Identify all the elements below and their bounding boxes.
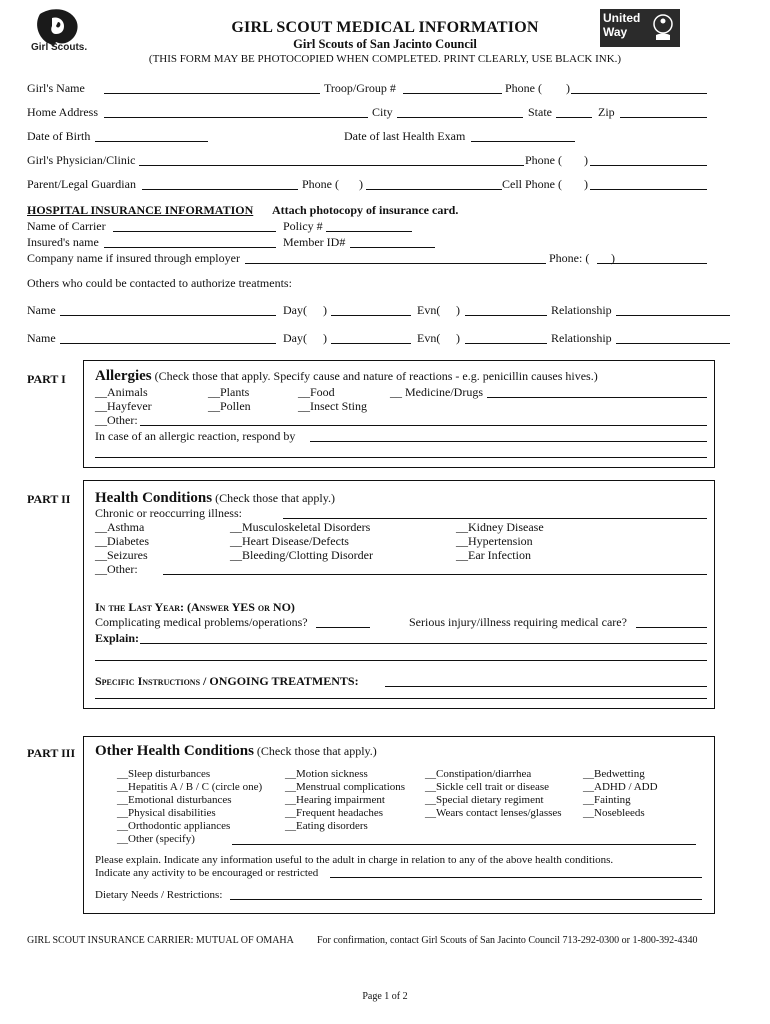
paren: ) (323, 331, 327, 345)
oh-item[interactable]: __Motion sickness (285, 768, 368, 780)
last-exam-label: Date of last Health Exam (344, 129, 466, 143)
contact1-day-label: Day( (283, 303, 307, 317)
contact2-name-label: Name (27, 331, 56, 345)
physician-field[interactable] (139, 165, 524, 166)
cond-kidney[interactable]: __Kidney Disease (456, 520, 544, 534)
oh-item[interactable]: __Physical disabilities (117, 807, 216, 819)
explain-field[interactable] (140, 643, 707, 644)
member-label: Member ID# (283, 235, 346, 249)
health-conditions-title: Health Conditions (95, 490, 213, 506)
contacts-intro: Others who could be contacted to authorize treatments: (27, 276, 292, 290)
paren: ) (323, 303, 327, 317)
contact2-evn-label: Evn( (417, 331, 441, 345)
please-explain-text: Please explain. Indicate any information useful to the adult in charge in relation to any of the above health conditions. (95, 854, 614, 866)
troop-label: Troop/Group # (324, 81, 396, 95)
oh-item[interactable]: __Bedwetting (583, 768, 645, 780)
last-year-heading: In the Last Year: (Answer YES or NO) (95, 600, 295, 614)
complicating-label: Complicating medical problems/operations? (95, 615, 308, 629)
oh-item[interactable]: __Orthodontic appliances (117, 820, 231, 832)
oh-item[interactable]: __Eating disorders (285, 820, 368, 832)
cell-phone-label: Cell Phone ( (502, 177, 562, 191)
part2-heading (95, 491, 335, 505)
insurance-carrier-footer: GIRL SCOUT INSURANCE CARRIER: MUTUAL OF OMAHA (27, 935, 294, 946)
allergy-other[interactable]: __Other: (95, 413, 138, 427)
dietary-label: Dietary Needs / Restrictions: (95, 889, 223, 901)
oh-item[interactable]: __Hearing impairment (285, 794, 385, 806)
form-title: GIRL SCOUT MEDICAL INFORMATION (231, 19, 539, 36)
oh-item[interactable]: __Constipation/diarrhea (425, 768, 532, 780)
specific-instructions-field[interactable] (385, 686, 707, 687)
contact1-evn-field[interactable] (465, 315, 547, 316)
oh-item[interactable]: __Menstrual complications (285, 781, 406, 793)
oh-item[interactable]: __Fainting (583, 794, 631, 806)
cond-heart[interactable]: __Heart Disease/Defects (230, 534, 349, 548)
part1-label: PART I (27, 372, 66, 386)
guardian-label: Parent/Legal Guardian (27, 177, 136, 191)
contact2-relationship-field[interactable] (616, 343, 730, 344)
allergy-respond-label: In case of an allergic reaction, respond by (95, 429, 296, 443)
serious-field[interactable] (636, 627, 707, 628)
part3-heading (95, 744, 377, 758)
cond-other-field[interactable] (163, 574, 707, 575)
contact2-name-field[interactable] (60, 343, 276, 344)
zip-label: Zip (598, 105, 615, 119)
allergies-title: Allergies (95, 368, 152, 384)
phone-label: Phone ( (505, 81, 542, 95)
contact1-day-field[interactable] (331, 315, 411, 316)
contact2-day-label: Day( (283, 331, 307, 345)
cond-hypertension[interactable]: __Hypertension (456, 534, 533, 548)
city-label: City (372, 105, 393, 119)
oh-item[interactable]: __Nosebleeds (583, 807, 645, 819)
guardian-field[interactable] (142, 189, 298, 190)
indicate-activity-field[interactable] (330, 877, 702, 878)
form-note: (THIS FORM MAY BE PHOTOCOPIED WHEN COMPLETED. PRINT CLEARLY, USE BLACK INK.) (148, 53, 622, 65)
oh-item[interactable]: __Sleep disturbances (117, 768, 211, 780)
contact2-relationship-label: Relationship (551, 331, 612, 345)
company-label: Company name if insured through employer (27, 251, 240, 265)
chronic-field[interactable] (283, 518, 707, 519)
cond-musculo[interactable]: __Musculoskeletal Disorders (230, 520, 371, 534)
company-field[interactable] (245, 263, 546, 264)
oh-other-field[interactable] (232, 844, 696, 845)
allergy-pollen[interactable]: __Pollen (208, 399, 251, 413)
explain-field-2[interactable] (95, 660, 707, 661)
united-way-logo-text: United Way (603, 11, 641, 39)
insured-field[interactable] (104, 247, 276, 248)
guardian-phone-label: Phone ( (302, 177, 339, 191)
girl-scouts-logo-text: Girl Scouts. (31, 42, 88, 53)
phone-field[interactable] (571, 93, 707, 94)
paren: ) (359, 177, 363, 191)
oh-item[interactable]: __ADHD / ADD (583, 781, 658, 793)
guardian-phone-field[interactable] (366, 189, 502, 190)
contact1-name-label: Name (27, 303, 56, 317)
company-phone-label: Phone: ( (549, 251, 590, 265)
allergies-instructions: (Check those that apply. Specify cause and nature of reactions - e.g. penicillin causes hives.) (154, 369, 598, 383)
allergy-animals[interactable]: __Animals (95, 385, 148, 399)
other-health-instructions: (Check those that apply.) (256, 744, 377, 758)
allergy-respond-field-2[interactable] (95, 457, 707, 458)
health-conditions-instructions: (Check those that apply.) (215, 491, 335, 505)
specific-instructions-field-2[interactable] (95, 698, 707, 699)
policy-label: Policy # (283, 219, 323, 233)
physician-label: Girl's Physician/Clinic (27, 153, 136, 167)
indicate-activity-label: Indicate any activity to be encouraged or restricted (95, 867, 319, 879)
other-health-title: Other Health Conditions (95, 743, 254, 759)
home-address-label: Home Address (27, 105, 98, 119)
state-label: State (528, 105, 552, 119)
cond-asthma[interactable]: __Asthma (95, 520, 145, 534)
dietary-field[interactable] (230, 899, 702, 900)
cond-ear[interactable]: __Ear Infection (456, 548, 531, 562)
allergy-respond-field[interactable] (310, 441, 707, 442)
confirmation-footer: For confirmation, contact Girl Scouts of San Jacinto Council 713-292-0300 or 1-800-392-4340 (317, 935, 698, 946)
part2-label: PART II (27, 492, 71, 506)
girls-name-label: Girl's Name (27, 81, 85, 95)
allergy-medicine[interactable]: __ Medicine/Drugs (390, 385, 483, 399)
page-number: Page 1 of 2 (362, 991, 408, 1002)
paren: ) (611, 251, 615, 265)
serious-label: Serious injury/illness requiring medical care? (409, 615, 627, 629)
cell-phone-field[interactable] (590, 189, 707, 190)
oh-item[interactable]: __Special dietary regiment (425, 794, 544, 806)
home-address-field[interactable] (104, 117, 368, 118)
paren: ) (584, 153, 588, 167)
allergy-hayfever[interactable]: __Hayfever (95, 399, 152, 413)
allergy-insect[interactable]: __Insect Sting (298, 399, 367, 413)
allergy-other-field[interactable] (140, 425, 707, 426)
contact1-name-field[interactable] (60, 315, 276, 316)
allergy-medicine-field[interactable] (487, 397, 707, 398)
contact1-relationship-field[interactable] (616, 315, 730, 316)
oh-item[interactable]: __Other (specify) (117, 833, 195, 845)
member-field[interactable] (350, 247, 435, 248)
physician-phone-label: Phone ( (525, 153, 562, 167)
troop-field[interactable] (403, 93, 502, 94)
oh-item[interactable]: __Emotional disturbances (117, 794, 232, 806)
physician-phone-field[interactable] (590, 165, 707, 166)
oh-item[interactable]: __Frequent headaches (285, 807, 384, 819)
insurance-heading: HOSPITAL INSURANCE INFORMATION (27, 203, 254, 217)
state-field[interactable] (556, 117, 592, 118)
carrier-label: Name of Carrier (27, 219, 106, 233)
policy-field[interactable] (326, 231, 412, 232)
allergy-food[interactable]: __Food (298, 385, 335, 399)
city-field[interactable] (397, 117, 523, 118)
complicating-field[interactable] (316, 627, 370, 628)
paren: ) (456, 331, 460, 345)
contact2-day-field[interactable] (331, 343, 411, 344)
last-exam-field[interactable] (471, 141, 575, 142)
cond-diabetes[interactable]: __Diabetes (95, 534, 149, 548)
part3-label: PART III (27, 746, 76, 760)
oh-item[interactable]: __Sickle cell trait or disease (425, 781, 550, 793)
explain-label: Explain: (95, 631, 140, 645)
girls-name-field[interactable] (104, 93, 320, 94)
insured-label: Insured's name (27, 235, 99, 249)
contact2-evn-field[interactable] (465, 343, 547, 344)
chronic-label: Chronic or reoccurring illness: (95, 506, 242, 520)
oh-item[interactable]: __Hepatitis A / B / C (circle one) (117, 781, 263, 793)
allergy-plants[interactable]: __Plants (208, 385, 250, 399)
zip-field[interactable] (620, 117, 707, 118)
carrier-field[interactable] (113, 231, 276, 232)
paren: ) (456, 303, 460, 317)
oh-item[interactable]: __Wears contact lenses/glasses (425, 807, 562, 819)
cond-seizures[interactable]: __Seizures (95, 548, 148, 562)
insurance-attach-note: Attach photocopy of insurance card. (272, 203, 459, 217)
cond-bleeding[interactable]: __Bleeding/Clotting Disorder (230, 548, 373, 562)
paren: ) (566, 81, 570, 95)
paren: ) (584, 177, 588, 191)
contact1-relationship-label: Relationship (551, 303, 612, 317)
council-name: Girl Scouts of San Jacinto Council (293, 37, 477, 51)
dob-field[interactable] (95, 141, 208, 142)
specific-instructions-label: Specific Instructions / ONGOING TREATMENTS: (95, 674, 359, 688)
company-phone-field[interactable] (597, 263, 707, 264)
dob-label: Date of Birth (27, 129, 91, 143)
part1-heading (95, 369, 598, 383)
cond-other[interactable]: __Other: (95, 562, 138, 576)
contact1-evn-label: Evn( (417, 303, 441, 317)
